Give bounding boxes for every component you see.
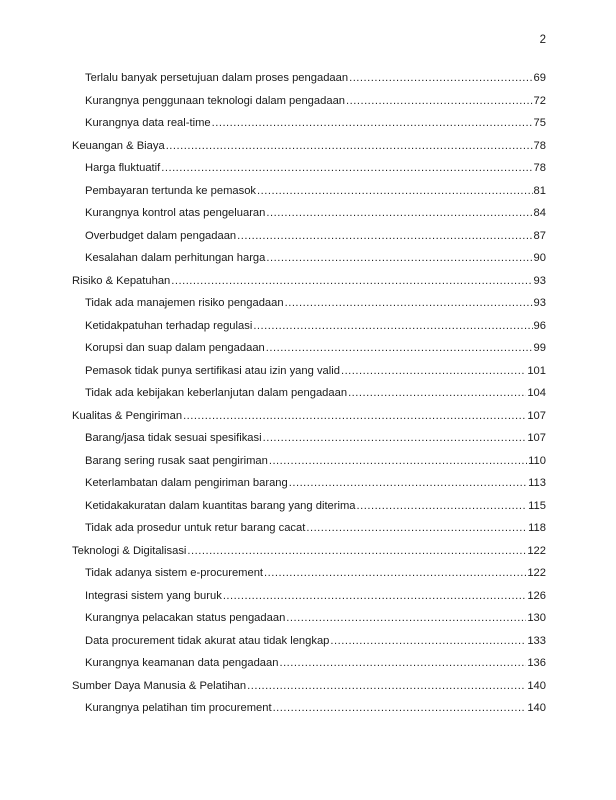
toc-entry-page-number: 107	[527, 432, 546, 444]
toc-entry-page-number: 78	[533, 162, 546, 174]
toc-entry-page-number: 93	[533, 297, 546, 309]
toc-dot-leader	[264, 562, 526, 585]
toc-entry-page-number: 81	[533, 184, 546, 197]
toc-entry-page-number: 104	[527, 387, 546, 399]
toc-dot-leader	[266, 247, 532, 270]
toc-subsection-entry[interactable]	[72, 315, 546, 338]
toc-entry-page-number: 126	[527, 589, 546, 602]
toc-entry-title: Sumber Daya Manusia & Pelatihan	[72, 679, 247, 692]
toc-subsection-entry[interactable]	[72, 180, 546, 203]
toc-dot-leader	[247, 675, 526, 698]
toc-entry-title: Kurangnya pelacakan status pengadaan	[85, 612, 286, 624]
toc-entry-title: Tidak adanya sistem e-procurement	[85, 567, 264, 579]
toc-dot-leader	[269, 450, 527, 473]
toc-subsection-entry[interactable]	[72, 202, 546, 225]
toc-entry-title: Risiko & Kepatuhan	[72, 274, 171, 287]
toc-entry-title: Kurangnya keamanan data pengadaan	[85, 657, 279, 669]
toc-entry-page-number: 101	[527, 364, 546, 377]
toc-subsection-entry[interactable]	[72, 697, 546, 720]
toc-dot-leader	[330, 630, 526, 653]
toc-entry-page-number: 110	[528, 454, 546, 467]
toc-subsection-entry[interactable]	[72, 652, 546, 675]
toc-entry-page-number: 96	[533, 319, 546, 332]
toc-entry-page-number: 122	[527, 544, 546, 557]
toc-subsection-entry[interactable]	[72, 450, 546, 473]
toc-entry-title: Barang sering rusak saat pengiriman	[85, 454, 268, 467]
toc-subsection-entry[interactable]	[72, 607, 546, 630]
toc-entry-page-number: 118	[528, 522, 546, 534]
toc-section-entry[interactable]	[72, 135, 546, 158]
toc-entry-title: Kualitas & Pengiriman	[72, 409, 183, 422]
toc-dot-leader	[166, 135, 533, 158]
toc-entry-title: Data procurement tidak akurat atau tidak lengkap	[85, 634, 330, 647]
toc-entry-title: Kurangnya pelatihan tim procurement	[85, 702, 272, 714]
toc-entry-page-number: 140	[527, 679, 546, 692]
toc-entry-page-number: 115	[528, 499, 546, 512]
toc-subsection-entry[interactable]	[72, 90, 546, 113]
toc-subsection-entry[interactable]	[72, 427, 546, 450]
toc-entry-page-number: 69	[533, 72, 546, 84]
toc-dot-leader	[289, 472, 527, 495]
table-of-contents	[72, 67, 546, 720]
toc-entry-page-number: 107	[527, 409, 546, 422]
toc-section-entry[interactable]	[72, 270, 546, 293]
toc-entry-page-number: 87	[533, 229, 546, 242]
toc-dot-leader	[171, 270, 532, 293]
toc-dot-leader	[257, 180, 533, 203]
toc-entry-title: Pemasok tidak punya sertifikasi atau izin yang valid	[85, 364, 340, 377]
toc-dot-leader	[341, 360, 526, 383]
toc-dot-leader	[285, 292, 533, 315]
toc-dot-leader	[306, 517, 527, 540]
toc-entry-title: Tidak ada prosedur untuk retur barang cacat	[85, 522, 306, 534]
toc-entry-title: Barang/jasa tidak sesuai spesifikasi	[85, 432, 262, 444]
toc-entry-page-number: 90	[533, 252, 546, 264]
toc-entry-title: Harga fluktuatif	[85, 162, 161, 174]
toc-entry-title: Tidak ada kebijakan keberlanjutan dalam pengadaan	[85, 387, 348, 399]
toc-entry-title: Kurangnya penggunaan teknologi dalam pengadaan	[85, 94, 346, 107]
toc-dot-leader	[263, 427, 527, 450]
toc-dot-leader	[279, 652, 526, 675]
toc-entry-page-number: 99	[533, 342, 546, 354]
toc-subsection-entry[interactable]	[72, 562, 546, 585]
toc-subsection-entry[interactable]	[72, 247, 546, 270]
toc-entry-page-number: 113	[528, 477, 546, 489]
toc-dot-leader	[183, 405, 526, 428]
toc-dot-leader	[348, 382, 526, 405]
toc-subsection-entry[interactable]	[72, 112, 546, 135]
toc-subsection-entry[interactable]	[72, 517, 546, 540]
toc-dot-leader	[266, 337, 533, 360]
toc-entry-title: Integrasi sistem yang buruk	[85, 589, 222, 602]
toc-subsection-entry[interactable]	[72, 157, 546, 180]
toc-dot-leader	[187, 540, 526, 563]
toc-subsection-entry[interactable]	[72, 225, 546, 248]
toc-dot-leader	[237, 225, 532, 248]
toc-subsection-entry[interactable]	[72, 472, 546, 495]
toc-entry-title: Teknologi & Digitalisasi	[72, 544, 187, 557]
toc-section-entry[interactable]	[72, 675, 546, 698]
toc-entry-title: Korupsi dan suap dalam pengadaan	[85, 342, 265, 354]
toc-dot-leader	[223, 585, 527, 608]
toc-entry-page-number: 140	[527, 702, 546, 714]
toc-dot-leader	[161, 157, 532, 180]
toc-entry-title: Ketidakakuratan dalam kuantitas barang yang diterima	[85, 499, 356, 512]
toc-entry-page-number: 75	[533, 117, 546, 129]
toc-entry-title: Kurangnya kontrol atas pengeluaran	[85, 207, 266, 219]
toc-dot-leader	[266, 202, 532, 225]
toc-subsection-entry[interactable]	[72, 360, 546, 383]
toc-entry-title: Keterlambatan dalam pengiriman barang	[85, 477, 288, 489]
toc-entry-page-number: 93	[533, 274, 546, 287]
toc-entry-page-number: 122	[527, 567, 546, 579]
toc-subsection-entry[interactable]	[72, 292, 546, 315]
toc-entry-page-number: 84	[533, 207, 546, 219]
toc-entry-title: Terlalu banyak persetujuan dalam proses pengadaan	[85, 72, 349, 84]
toc-entry-title: Tidak ada manajemen risiko pengadaan	[85, 297, 284, 309]
toc-section-entry[interactable]	[72, 405, 546, 428]
toc-subsection-entry[interactable]	[72, 495, 546, 518]
toc-entry-title: Kurangnya data real-time	[85, 117, 211, 129]
toc-dot-leader	[349, 67, 532, 90]
toc-dot-leader	[357, 495, 528, 518]
toc-dot-leader	[346, 90, 533, 113]
toc-section-entry[interactable]	[72, 540, 546, 563]
toc-entry-page-number: 72	[533, 94, 546, 107]
toc-entry-title: Kesalahan dalam perhitungan harga	[85, 252, 266, 264]
toc-subsection-entry[interactable]	[72, 585, 546, 608]
toc-entry-page-number: 130	[527, 612, 546, 624]
toc-subsection-entry[interactable]	[72, 630, 546, 653]
toc-dot-leader	[286, 607, 526, 630]
toc-entry-title: Pembayaran tertunda ke pemasok	[85, 184, 257, 197]
toc-dot-leader	[273, 697, 527, 720]
toc-entry-page-number: 136	[527, 657, 546, 669]
toc-entry-title: Ketidakpatuhan terhadap regulasi	[85, 319, 253, 332]
toc-subsection-entry[interactable]	[72, 67, 546, 90]
toc-entry-page-number: 133	[527, 634, 546, 647]
page-number: 2	[539, 34, 546, 46]
toc-entry-page-number: 78	[533, 139, 546, 152]
toc-subsection-entry[interactable]	[72, 382, 546, 405]
toc-entry-title: Overbudget dalam pengadaan	[85, 229, 237, 242]
toc-entry-title: Keuangan & Biaya	[72, 139, 165, 152]
toc-dot-leader	[212, 112, 533, 135]
toc-subsection-entry[interactable]	[72, 337, 546, 360]
toc-dot-leader	[253, 315, 532, 338]
